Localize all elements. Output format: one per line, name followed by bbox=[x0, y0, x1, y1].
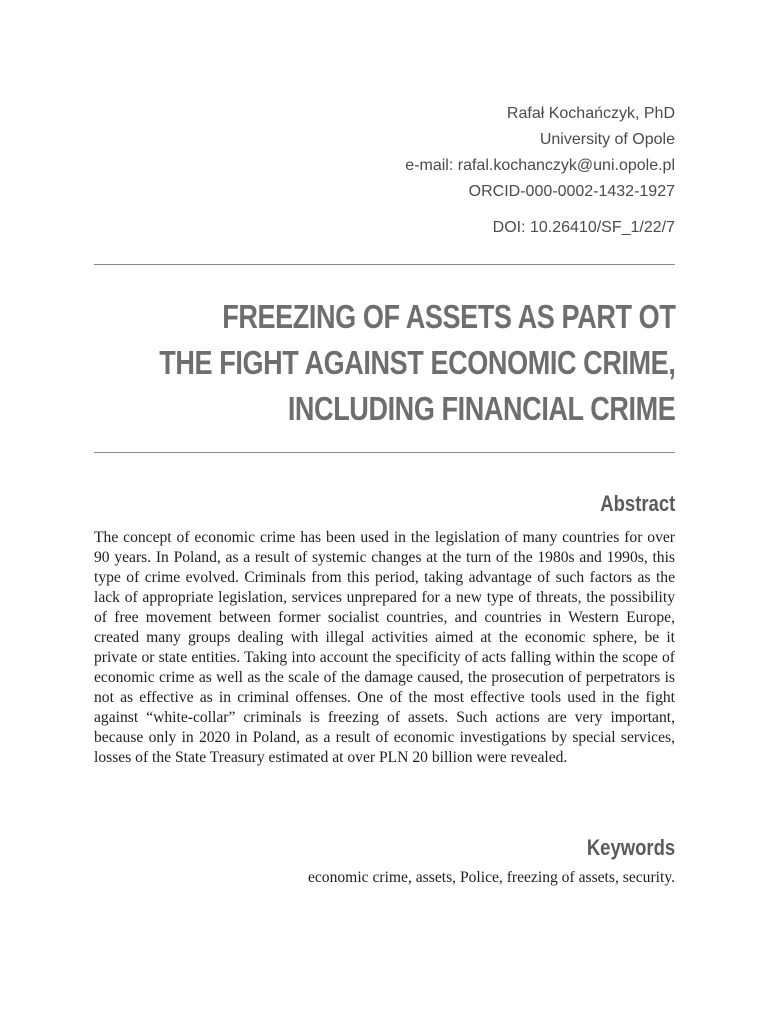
author-orcid: ORCID-000-0002-1432-1927 bbox=[468, 183, 675, 200]
abstract-text: The concept of economic crime has been used in the legislation of many countries for over 90 years. In Poland, as a result of systemic changes at the turn of the 1980s and 1990s, this type of crime evolved. Criminals from this period, taking advantage of such factors as the lack of appropriate legislation, services unprepared for a new type of threats, the possibility of free movement between former socialist countries, and countries in Western Europe, created many groups dealing with illegal activities aimed at the economic sphere, be it private or state entities. Taking into account the specificity of acts falling within the scope of economic crime as well as the scale of the damage caused, the prosecution of perpetrators is not as effective as in criminal offenses. One of the most effective tools used in the fight against “white-collar” criminals is freezing of assets. Such actions are very important, because only in 2020 in Poland, as a result of economic investigations by special services, losses of the State Treasury estimated at over PLN 20 billion were revealed. bbox=[94, 529, 675, 766]
keywords-text: economic crime, assets, Police, freezing of assets, security. bbox=[307, 869, 675, 886]
abstract-heading: Abstract bbox=[600, 491, 675, 516]
author-affiliation: University of Opole bbox=[539, 131, 675, 148]
author-name: Rafał Kochańczyk, PhD bbox=[506, 105, 675, 122]
keywords-heading: Keywords bbox=[586, 835, 675, 860]
author-email: e-mail: rafal.kochanczyk@uni.opole.pl bbox=[405, 157, 675, 174]
title-line-3: INCLUDING FINANCIAL CRIME bbox=[287, 390, 675, 427]
title-line-2: THE FIGHT AGAINST ECONOMIC CRIME, bbox=[158, 344, 675, 381]
title-line-1: FREEZING OF ASSETS AS PART OT bbox=[221, 298, 675, 335]
top-divider bbox=[94, 264, 675, 265]
bottom-divider bbox=[94, 452, 675, 453]
author-block bbox=[405, 101, 675, 241]
article-title bbox=[159, 294, 675, 432]
doi: DOI: 10.26410/SF_1/22/7 bbox=[492, 219, 675, 236]
